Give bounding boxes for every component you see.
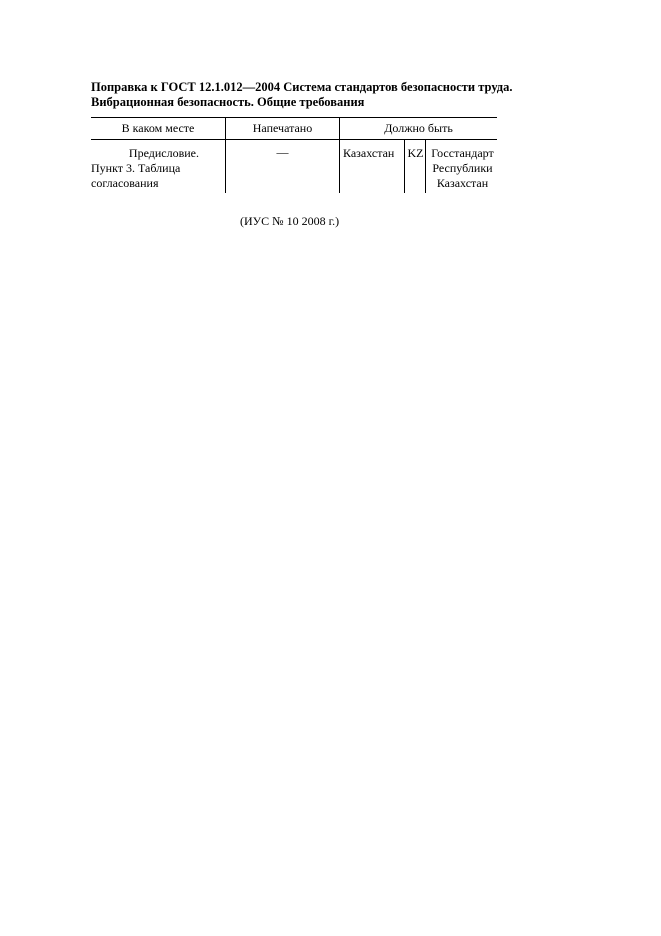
cell-where-line-2: Пункт 3. Таблица	[91, 161, 181, 175]
cell-agency	[428, 146, 497, 191]
document-title	[91, 80, 511, 110]
cell-country-code: KZ	[407, 146, 424, 160]
correction-table	[91, 117, 497, 193]
table-header-rule	[91, 139, 497, 140]
cell-country: Казахстан	[343, 146, 395, 160]
table-top-rule	[91, 117, 497, 118]
cell-where-line-3: согласования	[91, 176, 159, 190]
cell-where	[91, 146, 225, 191]
header-should-be: Должно быть	[384, 121, 453, 135]
cell-agency-line-2: Республики	[432, 161, 493, 175]
column-divider-3	[404, 140, 405, 193]
cell-agency-line-3: Казахстан	[436, 176, 489, 190]
title-line-1: Поправка к ГОСТ 12.1.012—2004 Система стандартов безопасности труда.	[91, 80, 513, 94]
title-line-2: Вибрационная безопасность. Общие требования	[91, 95, 365, 109]
header-printed: Напечатано	[252, 121, 313, 135]
cell-agency-line-1: Госстандарт	[431, 146, 494, 160]
column-divider-4	[425, 140, 426, 193]
source-reference: (ИУС № 10 2008 г.)	[240, 214, 340, 228]
cell-printed: —	[276, 145, 289, 159]
header-where: В каком месте	[121, 121, 195, 135]
cell-where-line-1: Предисловие.	[128, 146, 199, 160]
